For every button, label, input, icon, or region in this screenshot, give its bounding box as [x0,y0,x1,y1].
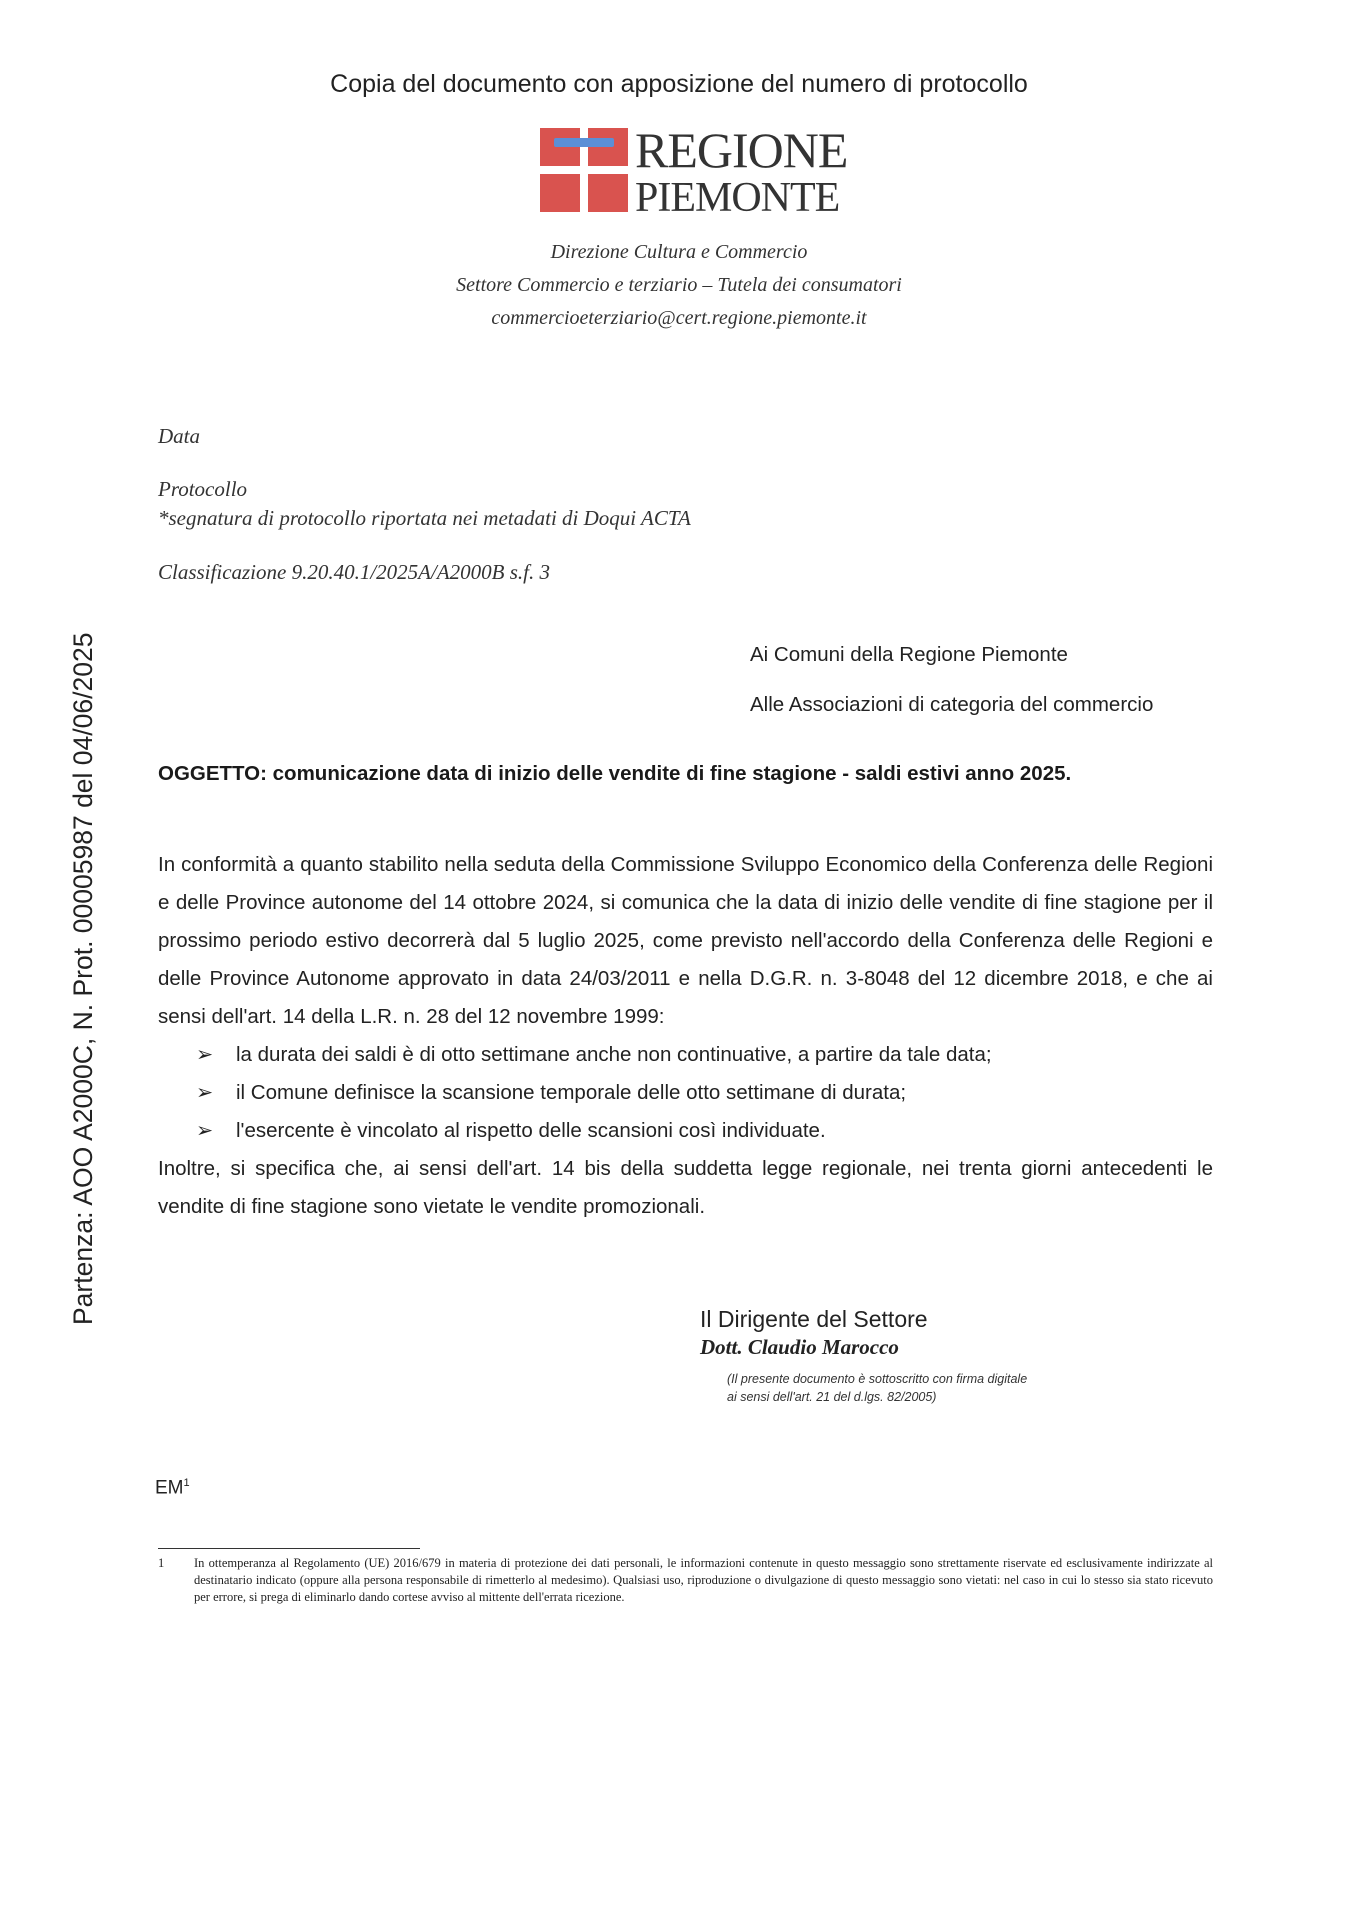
protocol-label: Protocollo [158,477,248,501]
subject-line: OGGETTO: comunicazione data di inizio delle vendite di fine stagione - saldi estivi anno 2025. [158,762,1072,785]
bullet-list [158,1036,1213,1150]
arrow-bullet-icon: ➢ [196,1081,214,1104]
list-item: ➢ la durata dei saldi è di otto settimane anche non continuative, a partire da tale data; [158,1036,1213,1074]
signer-name: Dott. Claudio Marocco [700,1335,899,1359]
department-name: Direzione Cultura e Commercio [550,241,808,263]
list-item: ➢ l'esercente è vincolato al rispetto delle scansioni così individuate. [158,1112,1213,1150]
sender-email: commercioeterziario@cert.regione.piemonte.it [491,307,867,329]
letter-body [158,846,1213,1226]
author-initials: $EM^1$ [155,1477,190,1499]
piemonte-flag-icon [540,128,628,212]
digital-signature-note: (Il presente documento è sottoscritto con firma digitale ai sensi dell'art. 21 del d.lgs. 82/2005) [727,1372,1028,1404]
footnote-ref: 1 [183,1477,190,1489]
protocol-note: *segnatura di protocollo riportata nei metadati di Doqui ACTA [158,506,691,530]
logo-line-piemonte: PIEMONTE [635,175,840,221]
arrow-bullet-icon: ➢ [196,1043,214,1066]
footnote [158,1555,1213,1606]
regione-piemonte-logo [540,122,848,221]
list-item: ➢ il Comune definisce la scansione temporale delle otto settimane di durata; [158,1074,1213,1112]
signer-role: Il Dirigente del Settore [700,1306,928,1332]
body-intro: In conformità a quanto stabilito nella seduta della Commissione Sviluppo Economico della Conferenza delle Regioni e delle Province autonome del 14 ottobre 2024, si comunica che la data di inizio delle vendite di fine stagione per il prossimo periodo estivo decorrerà dal 5 luglio 2025, come previsto nell'accordo della Conferenza delle Regioni e delle Province Autonome approvato in data 24/03/2011 e nella D.G.R. n. 3-8048 del 12 dicembre 2018, e che ai sensi dell'art. 14 della L.R. n. 28 del 12 novembre 1999: [158,853,1213,1028]
signature-block [700,1306,1027,1406]
logo-line-regione: REGIONE [635,122,848,178]
footnote-divider [158,1548,420,1549]
recipient-associazioni: Alle Associazioni di categoria del commercio [750,693,1154,716]
arrow-bullet-icon: ➢ [196,1119,214,1142]
side-protocol-stamp: Partenza: AOO A2000C, N. Prot. 00005987 del 04/06/2025 [68,632,98,1325]
sector-name: Settore Commercio e terziario – Tutela dei consumatori [456,274,902,296]
sender-block [0,236,1358,335]
footnote-number: 1 [158,1556,165,1570]
footnote-text: In ottemperanza al Regolamento (UE) 2016/679 in materia di protezione dei dati personali, le informazioni contenute in questo messaggio sono strettamente riservate ed esclusivamente indirizzate al destinatario indicato (oppure alla persona responsabile di rimetterlo al medesimo). Qualsiasi uso, riproduzione o divulgazione di questo messaggio sono vietati: nel caso in cui lo stesso sia stato ricevuto per errore, si prega di eliminarlo dando cortese avviso al mittente dell'errata ricezione. [194,1556,1213,1604]
classification: Classificazione 9.20.40.1/2025A/A2000B s.f. 3 [158,560,550,584]
recipient-comuni: Ai Comuni della Regione Piemonte [750,643,1068,666]
recipients-block [750,630,1153,730]
body-closing: Inoltre, si specifica che, ai sensi dell'art. 14 bis della suddetta legge regionale, nei trenta giorni antecedenti le vendite di fine stagione sono vietate le vendite promozionali. [158,1157,1213,1218]
date-label: Data [158,424,200,448]
protocol-stamp-header: Copia del documento con apposizione del numero di protocollo [330,70,1028,98]
